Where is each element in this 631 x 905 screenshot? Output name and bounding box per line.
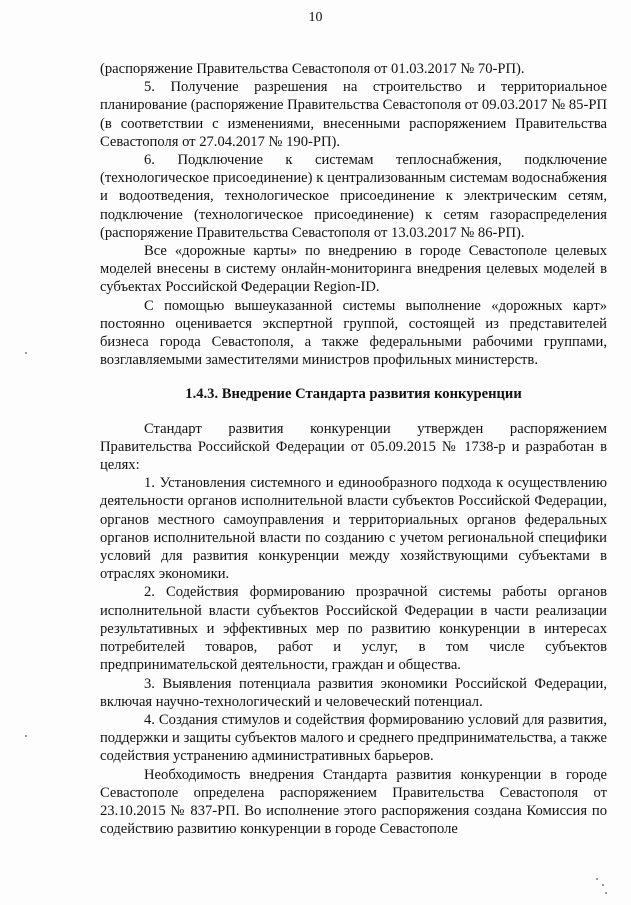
paragraph-roadmaps: Все «дорожные карты» по внедрению в городе Севастополе целевых моделей внесены в систему онлайн-мониторинга внедрения целевых моделей в субъектах Российской Федерации Region-ID. <box>100 243 607 296</box>
document-body <box>100 60 607 838</box>
paragraph-goal-1: 1. Установления системного и единообразного подхода к осуществлению деятельности органов исполнительной власти субъектов Российской Федерации, органов местного самоуправления и территориальных органов федеральных органов исполнительной власти по созданию с учетом региональной специфики условий для развития конкуренции между хозяйствующими субъектами в отраслях экономики. <box>100 475 607 583</box>
paragraph-monitoring: С помощью вышеуказанной системы выполнение «дорожных карт» постоянно оценивается экспертной группой, состоящей из представителей бизнеса города Севастополя, а также федеральными рабочими группами, возглавляемыми заместителями министров профильных министерств. <box>100 297 607 369</box>
scan-artifact-dot <box>596 878 598 880</box>
paragraph-standard-intro: Стандарт развития конкуренции утвержден распоряжением Правительства Российской Федерации от 05.09.2015 № 1738-р и разработан в целях: <box>100 420 607 474</box>
section-heading: 1.4.3. Внедрение Стандарта развития конкуренции <box>185 386 522 403</box>
page-number: 10 <box>308 10 323 25</box>
paragraph-item-6: 6. Подключение к системам теплоснабжения, подключение (технологическое присоединение) к централизованным системам водоснабжения и водоотведения, технологическое присоединение к электрическим сетям, подключение (технологическое присоединение) к сетям газораспределения (распоряжение Правительства Севастополя от 13.03.2017 № 86-РП). <box>100 152 607 241</box>
scan-artifact-dot <box>25 735 27 737</box>
paragraph-item-5: 5. Получение разрешения на строительство и территориальное планирование (распоряжение Правительства Севастополя от 09.03.2017 № 85-РП (в соответствии с изменениями, внесенными распоряжением Правительства Севастополя от 27.04.2017 № 190-РП). <box>100 79 607 150</box>
paragraph-goal-2: 2. Содействия формированию прозрачной системы работы органов исполнительной власти субъектов Российской Федерации в части реализации результативных и эффективных мер по развитию конкуренции в интересах потребителей товаров, работ и услуг, в том числе субъектов предпринимательской деятельности, граждан и общества. <box>100 584 607 674</box>
scan-artifact-dot <box>605 892 607 894</box>
paragraph-continuation: (распоряжение Правительства Севастополя от 01.03.2017 № 70-РП). <box>100 61 525 77</box>
paragraph-necessity: Необходимость внедрения Стандарта развития конкуренции в городе Севастополе определена распоряжением Правительства Севастополя от 23.10.2015 № 837-РП. Во исполнение этого распоряжения создана Комиссия по содействию развитию конкуренции в городе Севастополе <box>100 766 607 838</box>
paragraph-goal-4: 4. Создания стимулов и содействия формированию условий для развития, поддержки и защиты субъектов малого и среднего предпринимательства, а также содействия устранению административных барьеров. <box>100 711 607 765</box>
scan-artifact-dot <box>25 352 27 354</box>
paragraph-goal-3: 3. Выявления потенциала развития экономики Российской Федерации, включая научно-технологический и человеческий потенциал. <box>100 675 607 710</box>
scan-artifact-dot <box>602 884 604 886</box>
